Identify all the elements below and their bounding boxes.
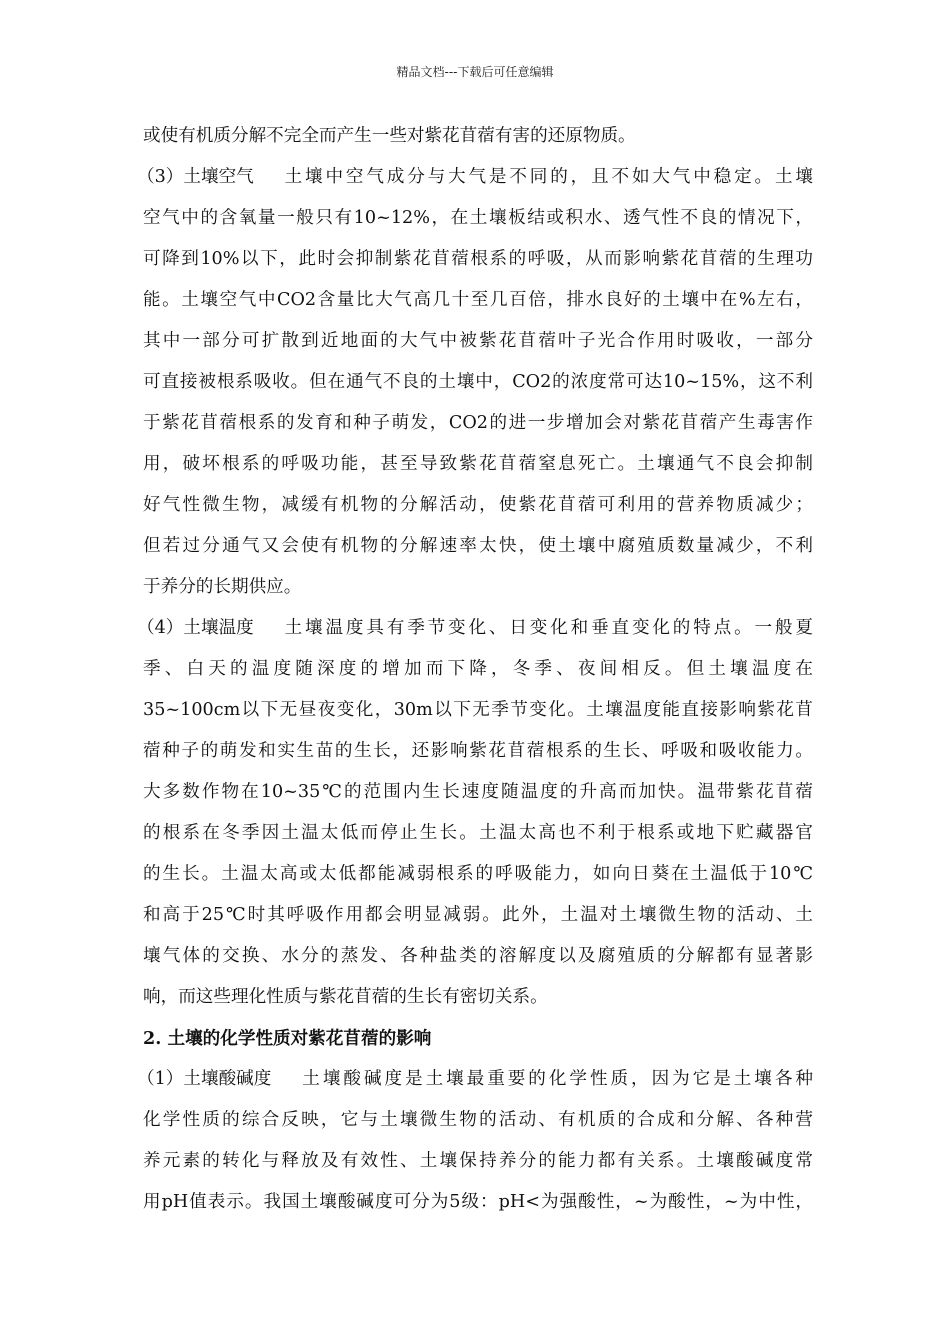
text-line: 养元素的转化与释放及有效性、土壤保持养分的能力都有关系。土壤酸碱度常 xyxy=(143,1151,813,1171)
section-acid-line xyxy=(137,1059,813,1100)
text-line: 或使有机质分解不完全而产生一些对紫花苜蓿有害的还原物质。 xyxy=(143,126,636,146)
section-text-acid: 土壤酸碱度是土壤最重要的化学性质，因为它是土壤各种 xyxy=(299,1069,813,1089)
text-line: 大多数作物在10~35℃的范围内生长速度随温度的升高而加快。温带紫花苜蓿 xyxy=(143,782,813,802)
text-line: 用pH值表示。我国土壤酸碱度可分为5级：pH<为强酸性，~为酸性，~为中性， xyxy=(143,1192,813,1212)
text-line: 的根系在冬季因土温太低而停止生长。土温太高也不利于根系或地下贮藏器官 xyxy=(143,823,813,843)
section-text-temp: 土壤温度具有季节变化、日变化和垂直变化的特点。一般夏 xyxy=(281,618,813,638)
section-temp-line xyxy=(137,608,813,649)
text-line: 但若过分通气又会使有机物的分解速率太快，使土壤中腐殖质数量减少，不利 xyxy=(143,536,813,556)
text-line: 和高于25℃时其呼吸作用都会明显减弱。此外，土温对土壤微生物的活动、土 xyxy=(143,905,813,925)
text-line: 空气中的含氧量一般只有10~12%，在土壤板结或积水、透气性不良的情况下， xyxy=(143,208,813,228)
text-line: 可降到10%以下，此时会抑制紫花苜蓿根系的呼吸，从而影响紫花苜蓿的生理功 xyxy=(143,249,813,269)
text-line: 可直接被根系吸收。但在通气不良的土壤中，CO2的浓度常可达10~15%，这不利 xyxy=(143,372,813,392)
text-line: 35~100cm以下无昼夜变化，30m以下无季节变化。土壤温度能直接影响紫花苜 xyxy=(143,700,813,720)
text-line: 于紫花苜蓿根系的发育和种子萌发，CO2的进一步增加会对紫花苜蓿产生毒害作 xyxy=(143,413,813,433)
text-line: 用，破坏根系的呼吸功能，甚至导致紫花苜蓿窒息死亡。土壤通气不良会抑制 xyxy=(143,454,813,474)
section-label-acid: （1）土壤酸碱度 xyxy=(137,1069,272,1089)
text-line: 蓿种子的萌发和实生苗的生长，还影响紫花苜蓿根系的生长、呼吸和吸收能力。 xyxy=(143,741,813,761)
text-line: 于养分的长期供应。 xyxy=(143,577,302,597)
section-label-air: （3）土壤空气 xyxy=(137,167,254,187)
section-heading: 2. 土壤的化学性质对紫花苜蓿的影响 xyxy=(143,1028,432,1049)
text-line: 好气性微生物，减缓有机物的分解活动，使紫花苜蓿可利用的营养物质减少； xyxy=(143,495,813,515)
text-line: 季、白天的温度随深度的增加而下降，冬季、夜间相反。但土壤温度在 xyxy=(143,659,813,679)
page-header: 精品文档---下载后可任意编辑 xyxy=(396,65,554,79)
text-line: 响，而这些理化性质与紫花苜蓿的生长有密切关系。 xyxy=(143,987,548,1007)
document-body xyxy=(137,116,813,1223)
text-line: 化学性质的综合反映，它与土壤微生物的活动、有机质的合成和分解、各种营 xyxy=(143,1110,813,1130)
section-text-air: 土壤中空气成分与大气是不同的，且不如大气中稳定。土壤 xyxy=(281,167,813,187)
text-line: 壤气体的交换、水分的蒸发、各种盐类的溶解度以及腐殖质的分解都有显著影 xyxy=(143,946,813,966)
section-air-line xyxy=(137,157,813,198)
text-line: 能。土壤空气中CO2含量比大气高几十至几百倍，排水良好的土壤中在%左右， xyxy=(143,290,813,310)
text-line: 的生长。土温太高或太低都能减弱根系的呼吸能力，如向日葵在土温低于10℃ xyxy=(143,864,813,884)
section-label-temp: （4）土壤温度 xyxy=(137,618,254,638)
text-line: 其中一部分可扩散到近地面的大气中被紫花苜蓿叶子光合作用时吸收，一部分 xyxy=(143,331,813,351)
